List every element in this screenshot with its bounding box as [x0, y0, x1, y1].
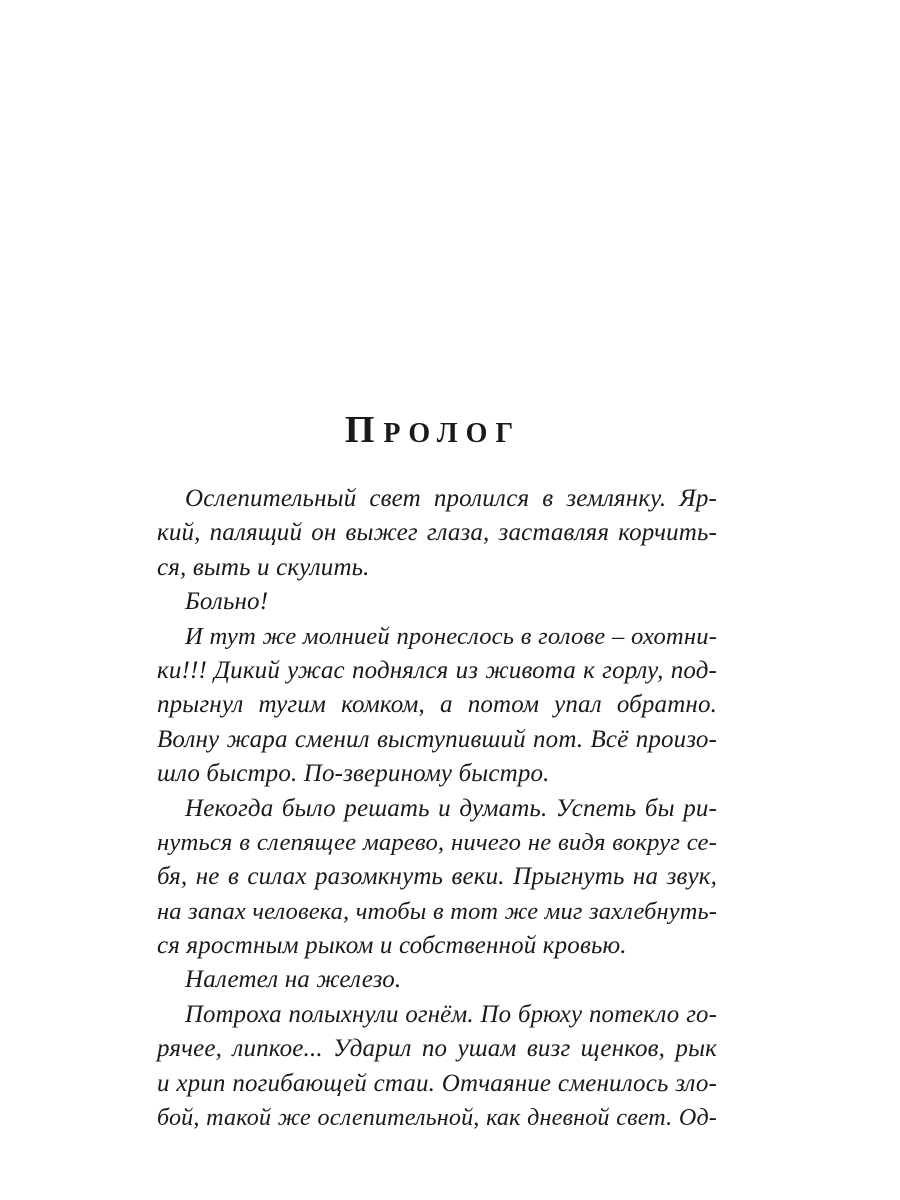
text-line: нуться в слепящее марево, ничего не видя вокруг се-	[157, 828, 717, 856]
text-line: Потроха полыхнули огнём. По брюху потекло го-	[185, 1000, 717, 1028]
chapter-title	[0, 408, 866, 452]
text-line: ки!!! Дикий ужас поднялся из живота к горлу, под-	[157, 656, 717, 684]
text-line: ся яростным рыком и собственной кровью.	[157, 932, 627, 960]
text-line: шло быстро. По-звериному быстро.	[157, 760, 550, 788]
text-line: кий, палящий он выжег глаза, заставляя корчить-	[157, 519, 717, 547]
chapter-title-initial: П	[344, 409, 384, 451]
text-line: рячее, липкое... Ударил по ушам визг щенков, рык	[157, 1035, 717, 1063]
text-line: Волну жара сменил выступивший пот. Всё произо-	[157, 725, 717, 753]
prologue-text	[157, 482, 717, 1135]
text-line: Ослепительный свет пролился в землянку. Яр-	[185, 485, 717, 512]
text-line: бя, не в силах разомкнуть веки. Прыгнуть на звук,	[157, 863, 717, 891]
text-line: Больно!	[185, 588, 269, 616]
text-line: на запах человека, чтобы в тот же миг захлебнуть-	[157, 897, 717, 925]
chapter-title-rest: РОЛОГ	[383, 418, 522, 449]
text-line: ся, выть и скулить.	[157, 553, 370, 581]
text-line: Некогда было решать и думать. Успеть бы ри-	[185, 794, 717, 822]
text-line: И тут же молнией пронеслось в голове – охотни-	[185, 622, 717, 650]
text-line: Налетел на железо.	[185, 966, 402, 994]
text-line: бой, такой же ослепительной, как дневной свет. Од-	[157, 1104, 717, 1132]
text-line: прыгнул тугим комком, а потом упал обратно.	[157, 691, 717, 719]
text-line: и хрип погибающей стаи. Отчаяние сменилось зло-	[157, 1069, 717, 1097]
